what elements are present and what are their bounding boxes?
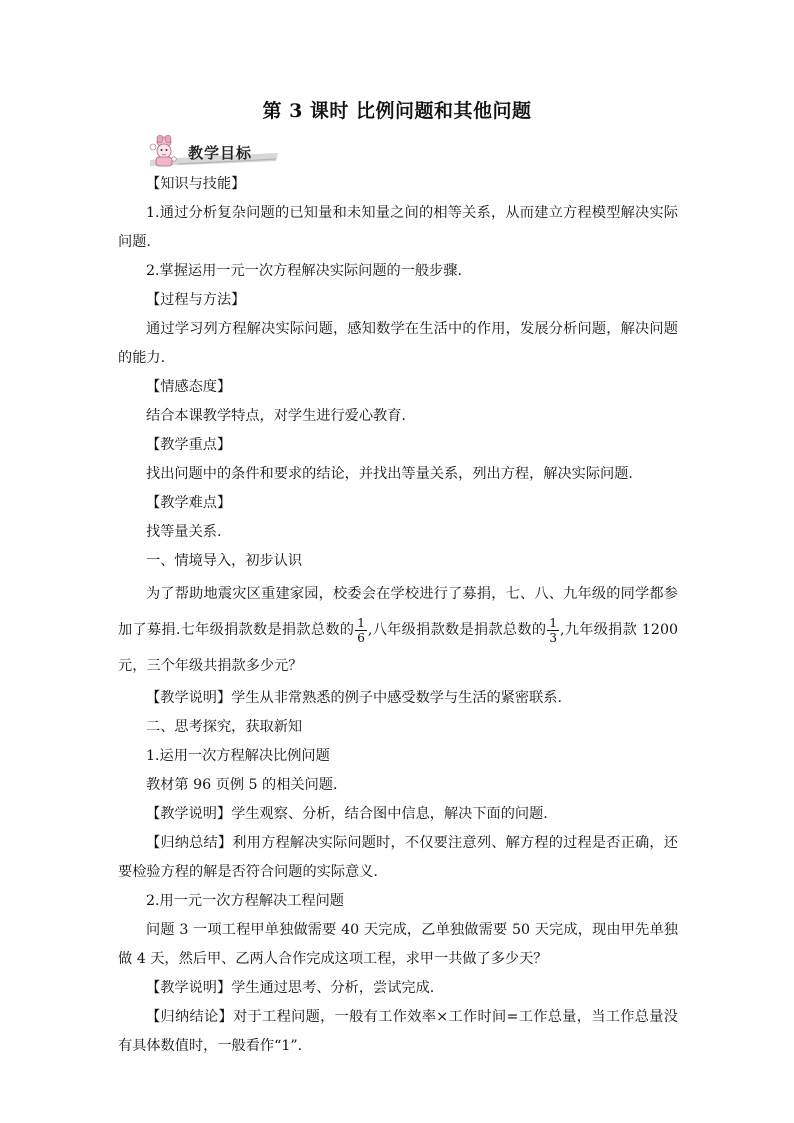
emotion-attitude-text: 结合本课教学特点，对学生进行爱心教育. xyxy=(146,408,406,424)
part2-teaching-note-1: 【教学说明】学生观察、分析，结合图中信息，解决下面的问题. xyxy=(146,806,548,822)
teaching-goals-label: 教学目标 xyxy=(188,144,253,162)
donation-problem-part-a: 为了帮助地震灾区重建家园，校委会在学校进行了募捐，七、八、九年级的同学都参加了募捐.七年级捐款数是捐款总数的 xyxy=(118,586,678,638)
part2-subheading-2: 2.用一元一次方程解决工程问题 xyxy=(146,893,344,909)
knowledge-skills-heading: 【知识与技能】 xyxy=(146,176,246,192)
fraction-one-sixth xyxy=(355,616,367,645)
fraction-2-denominator: 3 xyxy=(549,630,557,645)
part2-heading: 二、思考探究，获取新知 xyxy=(146,719,303,735)
difficulties-text: 找等量关系. xyxy=(146,524,222,540)
textbook-reference: 教材第 96 页例 5 的相关问题. xyxy=(146,777,338,793)
part2-summary-1: 【归纳总结】利用方程解决实际问题时，不仅要注意列、解方程的过程是否正确，还要检验方程的解是否符合问题的实际意义. xyxy=(118,835,678,880)
part2-conclusion: 【归纳结论】对于工程问题，一般有工作效率×工作时间=工作总量，当工作总量没有具体数值时，一般看作“1”. xyxy=(118,1009,678,1054)
part2-teaching-note-2: 【教学说明】学生通过思考、分析，尝试完成. xyxy=(146,980,435,996)
key-points-text: 找出问题中的条件和要求的结论，并找出等量关系，列出方程，解决实际问题. xyxy=(146,466,633,482)
page-title: 第 3 课时 比例问题和其他问题 xyxy=(262,100,532,122)
process-methods-text: 通过学习列方程解决实际问题，感知数学在生活中的作用，发展分析问题，解决问题的能力. xyxy=(118,321,678,366)
fraction-one-third xyxy=(547,616,559,645)
difficulties-heading: 【教学难点】 xyxy=(146,495,232,511)
key-points-heading: 【教学重点】 xyxy=(146,437,232,453)
emotion-attitude-heading: 【情感态度】 xyxy=(146,379,232,395)
fraction-2-numerator: 1 xyxy=(549,615,557,630)
engineering-problem-3: 问题 3 一项工程甲单独做需要 40 天完成，乙单独做需要 50 天完成，现由甲先单独做 4 天，然后甲、乙两人合作完成这项工程，求甲一共做了多少天？ xyxy=(118,922,678,967)
donation-problem xyxy=(118,576,678,684)
process-methods-heading: 【过程与方法】 xyxy=(146,292,246,308)
knowledge-item-1: 1.通过分析复杂问题的已知量和未知量之间的相等关系，从而建立方程模型解决实际问题. xyxy=(118,205,678,250)
donation-problem-part-b: ,八年级捐款数是捐款总数的 xyxy=(367,622,547,638)
part2-subheading-1: 1.运用一次方程解决比例问题 xyxy=(146,748,330,764)
donation-problem-part-c: ,九年级捐款 1200 元，三个年级共捐款多少元？ xyxy=(118,622,678,674)
part1-heading: 一、情境导入，初步认识 xyxy=(146,553,303,569)
part1-teaching-note: 【教学说明】学生从非常熟悉的例子中感受数学与生活的紧密联系. xyxy=(146,690,562,706)
fraction-1-denominator: 6 xyxy=(357,630,365,645)
fraction-1-numerator: 1 xyxy=(357,615,365,630)
knowledge-item-2: 2.掌握运用一元一次方程解决实际问题的一般步骤. xyxy=(146,263,462,279)
lesson-content xyxy=(118,170,678,1061)
teaching-goals-badge xyxy=(144,133,280,171)
